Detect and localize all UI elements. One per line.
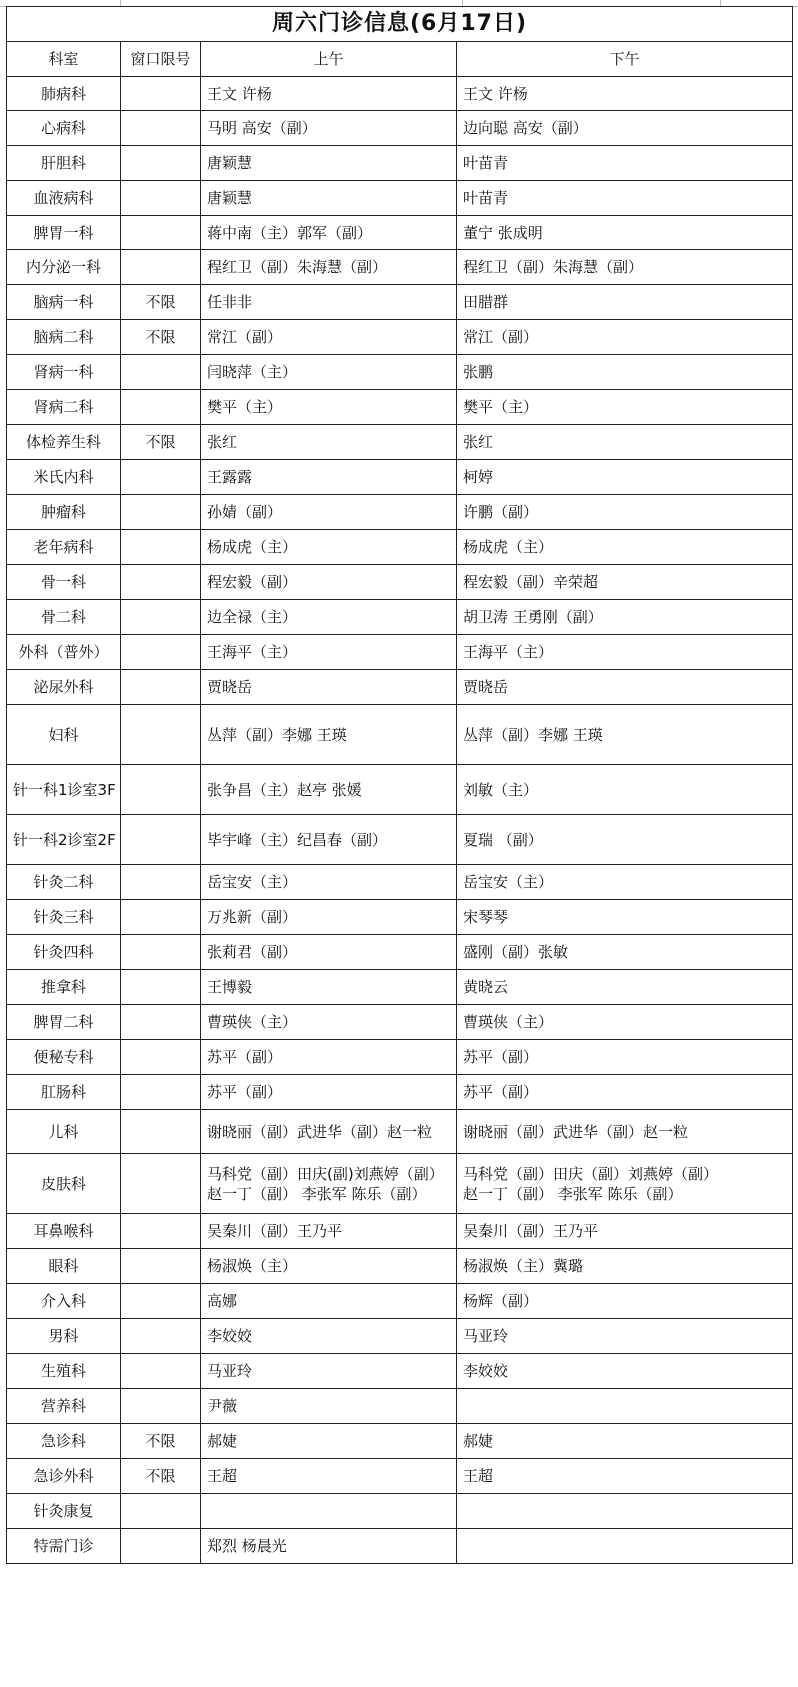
pm-doctors-cell: 夏瑞 （副）: [457, 815, 793, 865]
dept-cell: 特需门诊: [7, 1529, 121, 1564]
am-doctors-cell: 边全禄（主）: [201, 600, 457, 635]
am-doctors-cell-line: 马科党（副）田庆(副)刘燕婷（副）: [207, 1164, 444, 1183]
am-doctors-cell: 王露露: [201, 460, 457, 495]
pm-doctors-cell: 程宏毅（副）辛荣超: [457, 565, 793, 600]
pm-doctors-cell: 吴秦川（副）王乃平: [457, 1214, 793, 1249]
am-doctors-cell: 高娜: [201, 1284, 457, 1319]
window-limit-cell: [121, 460, 201, 495]
am-doctors-cell: 郝婕: [201, 1424, 457, 1459]
pm-doctors-cell: 李姣姣: [457, 1354, 793, 1389]
pm-doctors-cell: 岳宝安（主）: [457, 865, 793, 900]
window-limit-cell: [121, 765, 201, 815]
dept-cell: 内分泌一科: [7, 250, 121, 285]
dept-cell: 脾胃一科: [7, 216, 121, 250]
column-header-am: 上午: [201, 42, 457, 77]
am-doctors-cell-line: 赵一丁（副） 李张军 陈乐（副）: [207, 1184, 427, 1203]
table-row: [7, 216, 793, 250]
am-doctors-cell: 程红卫（副）朱海慧（副）: [201, 250, 457, 285]
am-doctors-cell: 杨成虎（主）: [201, 530, 457, 565]
table-row: [7, 146, 793, 181]
table-row: [7, 600, 793, 635]
pm-doctors-cell: 张鹏: [457, 355, 793, 390]
pm-doctors-cell: 谢晓丽（副）武进华（副）赵一粒: [457, 1110, 793, 1154]
window-limit-cell: [121, 355, 201, 390]
table-row: [7, 565, 793, 600]
schedule-table: [6, 6, 793, 1564]
am-doctors-cell: 马明 高安（副）: [201, 111, 457, 146]
table-row: [7, 320, 793, 355]
am-doctors-cell: 闫晓萍（主）: [201, 355, 457, 390]
table-row: [7, 181, 793, 216]
dept-cell: 脑病二科: [7, 320, 121, 355]
am-doctors-cell: 王文 许杨: [201, 77, 457, 111]
table-row: [7, 635, 793, 670]
pm-doctors-cell-line: 马科党（副）田庆（副）刘燕婷（副）: [463, 1164, 719, 1183]
table-row: [7, 1214, 793, 1249]
dept-cell: 泌尿外科: [7, 670, 121, 705]
dept-cell: 急诊外科: [7, 1459, 121, 1494]
pm-doctors-cell: 常江（副）: [457, 320, 793, 355]
am-doctors-cell: 樊平（主）: [201, 390, 457, 425]
dept-cell: 推拿科: [7, 970, 121, 1005]
dept-cell: 老年病科: [7, 530, 121, 565]
pm-doctors-cell: 张红: [457, 425, 793, 460]
am-doctors-cell: [201, 1494, 457, 1529]
table-row: [7, 285, 793, 320]
window-limit-cell: [121, 815, 201, 865]
pm-doctors-cell: 宋琴琴: [457, 900, 793, 935]
window-limit-cell: [121, 530, 201, 565]
dept-cell: 眼科: [7, 1249, 121, 1284]
am-doctors-cell: 王博毅: [201, 970, 457, 1005]
pm-doctors-cell: 杨辉（副）: [457, 1284, 793, 1319]
pm-doctors-cell: 黄晓云: [457, 970, 793, 1005]
column-header-pm: 下午: [457, 42, 793, 77]
window-limit-cell: [121, 1494, 201, 1529]
am-doctors-cell: 王海平（主）: [201, 635, 457, 670]
table-row: [7, 1154, 793, 1214]
dept-cell: 针灸四科: [7, 935, 121, 970]
window-limit-cell: 不限: [121, 285, 201, 320]
window-limit-cell: [121, 1005, 201, 1040]
pm-doctors-cell: 王文 许杨: [457, 77, 793, 111]
pm-doctors-cell: 王超: [457, 1459, 793, 1494]
window-limit-cell: [121, 635, 201, 670]
am-doctors-cell: [201, 1154, 457, 1214]
window-limit-cell: [121, 1389, 201, 1424]
window-limit-cell: [121, 1249, 201, 1284]
table-row: [7, 1284, 793, 1319]
dept-cell: 脾胃二科: [7, 1005, 121, 1040]
window-limit-cell: 不限: [121, 1459, 201, 1494]
dept-cell: 针灸三科: [7, 900, 121, 935]
dept-cell: 肿瘤科: [7, 495, 121, 530]
dept-cell: 生殖科: [7, 1354, 121, 1389]
am-doctors-cell: 唐颖慧: [201, 146, 457, 181]
table-row: [7, 670, 793, 705]
window-limit-cell: [121, 865, 201, 900]
dept-cell: 肾病二科: [7, 390, 121, 425]
am-doctors-cell: 万兆新（副）: [201, 900, 457, 935]
window-limit-cell: [121, 216, 201, 250]
window-limit-cell: [121, 1214, 201, 1249]
am-doctors-cell: 岳宝安（主）: [201, 865, 457, 900]
am-doctors-cell: 张争昌（主）赵亭 张媛: [201, 765, 457, 815]
dept-cell: 针灸康复: [7, 1494, 121, 1529]
table-row: [7, 1529, 793, 1564]
dept-cell: 介入科: [7, 1284, 121, 1319]
pm-doctors-cell: [457, 1154, 793, 1214]
window-limit-cell: [121, 1529, 201, 1564]
table-row: [7, 865, 793, 900]
table-row: [7, 390, 793, 425]
am-doctors-cell: 唐颖慧: [201, 181, 457, 216]
table-row: [7, 705, 793, 765]
pm-doctors-cell: 马亚玲: [457, 1319, 793, 1354]
dept-cell: 骨二科: [7, 600, 121, 635]
table-row: [7, 1075, 793, 1110]
table-row: [7, 815, 793, 865]
table-row: [7, 1005, 793, 1040]
window-limit-cell: 不限: [121, 320, 201, 355]
dept-cell: 男科: [7, 1319, 121, 1354]
window-limit-cell: [121, 146, 201, 181]
am-doctors-cell: 毕宇峰（主）纪昌春（副）: [201, 815, 457, 865]
table-row: [7, 765, 793, 815]
am-doctors-cell: 张莉君（副）: [201, 935, 457, 970]
pm-doctors-cell: 董宁 张成明: [457, 216, 793, 250]
am-doctors-cell: 谢晓丽（副）武进华（副）赵一粒: [201, 1110, 457, 1154]
pm-doctors-cell: 胡卫涛 王勇刚（副）: [457, 600, 793, 635]
table-row: [7, 111, 793, 146]
table-row: [7, 460, 793, 495]
pm-doctors-cell: 田腊群: [457, 285, 793, 320]
window-limit-cell: [121, 1040, 201, 1075]
pm-doctors-cell: 丛萍（副）李娜 王瑛: [457, 705, 793, 765]
am-doctors-cell: 马亚玲: [201, 1354, 457, 1389]
page-title: 周六门诊信息(6月17日): [7, 7, 793, 42]
window-limit-cell: [121, 111, 201, 146]
table-row: [7, 1494, 793, 1529]
table-row: [7, 1110, 793, 1154]
am-doctors-cell: 苏平（副）: [201, 1075, 457, 1110]
window-limit-cell: [121, 1075, 201, 1110]
table-row: [7, 1389, 793, 1424]
table-row: [7, 1249, 793, 1284]
dept-cell: 急诊科: [7, 1424, 121, 1459]
am-doctors-cell: 贾晓岳: [201, 670, 457, 705]
schedule-body: [7, 77, 793, 1564]
dept-cell: 肺病科: [7, 77, 121, 111]
dept-cell: 心病科: [7, 111, 121, 146]
dept-cell: 针一科2诊室2F: [7, 815, 121, 865]
window-limit-cell: [121, 565, 201, 600]
dept-cell: 外科（普外）: [7, 635, 121, 670]
am-doctors-cell: 苏平（副）: [201, 1040, 457, 1075]
window-limit-cell: [121, 1154, 201, 1214]
pm-doctors-cell: 曹瑛侠（主）: [457, 1005, 793, 1040]
pm-doctors-cell: [457, 1494, 793, 1529]
window-limit-cell: 不限: [121, 425, 201, 460]
pm-doctors-cell: 盛刚（副）张敏: [457, 935, 793, 970]
table-row: [7, 425, 793, 460]
dept-cell: 体检养生科: [7, 425, 121, 460]
table-row: [7, 530, 793, 565]
am-doctors-cell: 任非非: [201, 285, 457, 320]
window-limit-cell: [121, 250, 201, 285]
pm-doctors-cell-line: 赵一丁（副） 李张军 陈乐（副）: [463, 1184, 683, 1203]
window-limit-cell: [121, 1319, 201, 1354]
table-row: [7, 250, 793, 285]
column-header-dept: 科室: [7, 42, 121, 77]
table-row: [7, 1459, 793, 1494]
window-limit-cell: [121, 1354, 201, 1389]
pm-doctors-cell: 杨淑焕（主）冀璐: [457, 1249, 793, 1284]
table-row: [7, 900, 793, 935]
dept-cell: 针一科1诊室3F: [7, 765, 121, 815]
am-doctors-cell: 郑烈 杨晨光: [201, 1529, 457, 1564]
am-doctors-cell: 蒋中南（主）郭军（副）: [201, 216, 457, 250]
dept-cell: 血液病科: [7, 181, 121, 216]
dept-cell: 便秘专科: [7, 1040, 121, 1075]
dept-cell: 营养科: [7, 1389, 121, 1424]
pm-doctors-cell: 苏平（副）: [457, 1040, 793, 1075]
pm-doctors-cell: 柯婷: [457, 460, 793, 495]
window-limit-cell: [121, 970, 201, 1005]
am-doctors-cell: 曹瑛侠（主）: [201, 1005, 457, 1040]
window-limit-cell: [121, 705, 201, 765]
pm-doctors-cell: 苏平（副）: [457, 1075, 793, 1110]
window-limit-cell: [121, 1284, 201, 1319]
window-limit-cell: [121, 935, 201, 970]
dept-cell: 针灸二科: [7, 865, 121, 900]
am-doctors-cell: 李姣姣: [201, 1319, 457, 1354]
pm-doctors-cell: 王海平（主）: [457, 635, 793, 670]
window-limit-cell: [121, 1110, 201, 1154]
table-row: [7, 935, 793, 970]
am-doctors-cell: 程宏毅（副）: [201, 565, 457, 600]
window-limit-cell: [121, 390, 201, 425]
dept-cell: 脑病一科: [7, 285, 121, 320]
table-row: [7, 77, 793, 111]
dept-cell: 妇科: [7, 705, 121, 765]
window-limit-cell: [121, 495, 201, 530]
am-doctors-cell: 吴秦川（副）王乃平: [201, 1214, 457, 1249]
table-row: [7, 1040, 793, 1075]
pm-doctors-cell: 边向聪 高安（副）: [457, 111, 793, 146]
table-row: [7, 1319, 793, 1354]
pm-doctors-cell: 贾晓岳: [457, 670, 793, 705]
window-limit-cell: 不限: [121, 1424, 201, 1459]
table-row: [7, 495, 793, 530]
pm-doctors-cell: 叶苗青: [457, 181, 793, 216]
pm-doctors-cell: [457, 1529, 793, 1564]
table-row: [7, 355, 793, 390]
pm-doctors-cell: 樊平（主）: [457, 390, 793, 425]
pm-doctors-cell: 郝婕: [457, 1424, 793, 1459]
table-row: [7, 1424, 793, 1459]
window-limit-cell: [121, 600, 201, 635]
pm-doctors-cell: 杨成虎（主）: [457, 530, 793, 565]
dept-cell: 肝胆科: [7, 146, 121, 181]
am-doctors-cell: 常江（副）: [201, 320, 457, 355]
window-limit-cell: [121, 670, 201, 705]
window-limit-cell: [121, 77, 201, 111]
dept-cell: 耳鼻喉科: [7, 1214, 121, 1249]
dept-cell: 肾病一科: [7, 355, 121, 390]
pm-doctors-cell: 叶苗青: [457, 146, 793, 181]
pm-doctors-cell: 刘敏（主）: [457, 765, 793, 815]
pm-doctors-cell: 程红卫（副）朱海慧（副）: [457, 250, 793, 285]
window-limit-cell: [121, 181, 201, 216]
window-limit-cell: [121, 900, 201, 935]
am-doctors-cell: 尹薇: [201, 1389, 457, 1424]
am-doctors-cell: 张红: [201, 425, 457, 460]
table-row: [7, 1354, 793, 1389]
table-row: [7, 970, 793, 1005]
am-doctors-cell: 杨淑焕（主）: [201, 1249, 457, 1284]
dept-cell: 儿科: [7, 1110, 121, 1154]
am-doctors-cell: 王超: [201, 1459, 457, 1494]
pm-doctors-cell: 许鹏（副）: [457, 495, 793, 530]
am-doctors-cell: 孙婧（副）: [201, 495, 457, 530]
dept-cell: 皮肤科: [7, 1154, 121, 1214]
dept-cell: 肛肠科: [7, 1075, 121, 1110]
column-header-window: 窗口限号: [121, 42, 201, 77]
dept-cell: 骨一科: [7, 565, 121, 600]
am-doctors-cell: 丛萍（副）李娜 王瑛: [201, 705, 457, 765]
dept-cell: 米氏内科: [7, 460, 121, 495]
pm-doctors-cell: [457, 1389, 793, 1424]
